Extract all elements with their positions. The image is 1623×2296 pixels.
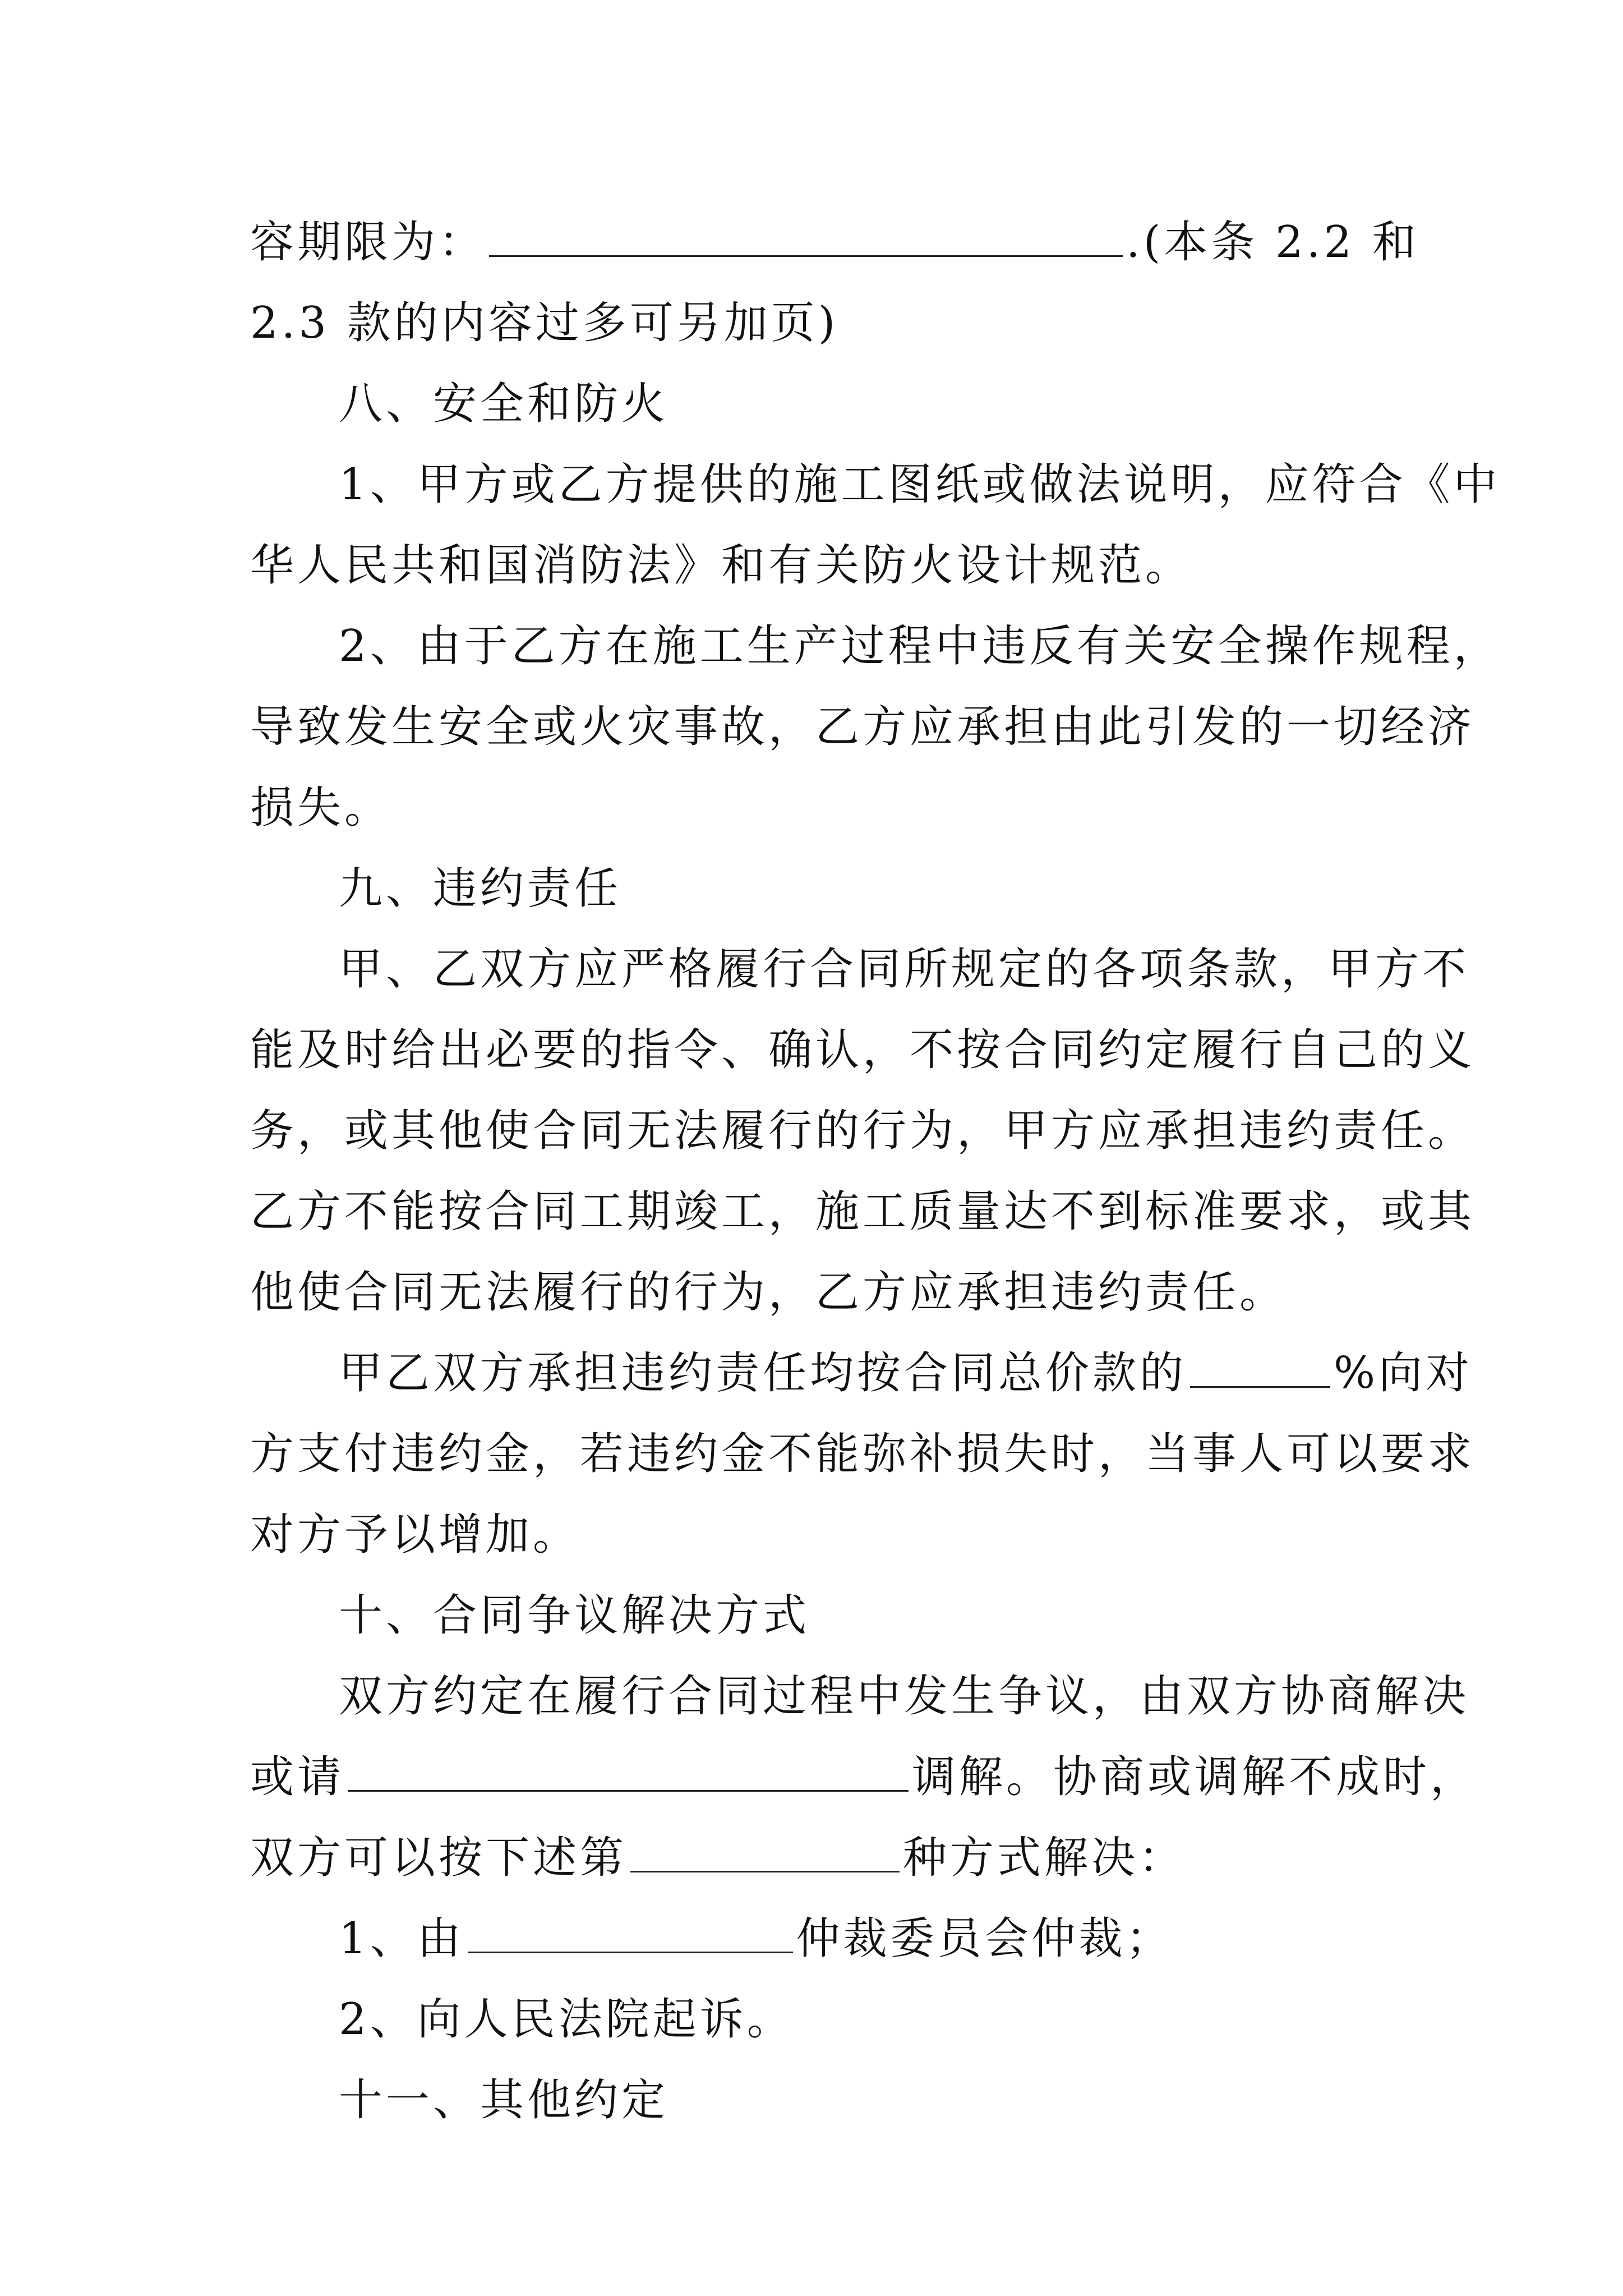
text-line bbox=[250, 767, 1391, 848]
text-line bbox=[250, 1737, 1478, 1818]
section-heading bbox=[250, 848, 1391, 929]
text-line bbox=[250, 1898, 1391, 1979]
text-segment: 导致发生安全或火灾事故，乙方应承担由此引发的一切经济 bbox=[250, 702, 1476, 752]
text-segment: 八、安全和防火 bbox=[339, 379, 669, 429]
text-segment: 2、由于乙方在施工生产过程中违反有关安全操作规程， bbox=[339, 621, 1501, 671]
text-line bbox=[250, 1414, 1476, 1494]
text-line bbox=[250, 1091, 1476, 1171]
fill-in-blank[interactable] bbox=[630, 1835, 900, 1872]
text-segment: 乙方不能按合同工期竣工，施工质量达不到标准要求，或其 bbox=[250, 1186, 1476, 1237]
text-segment: 华人民共和国消防法》和有关防火设计规范。 bbox=[250, 540, 1193, 591]
section-heading bbox=[250, 364, 1391, 444]
text-segment: 1、由 bbox=[339, 1913, 464, 1964]
text-line bbox=[250, 1333, 1473, 1414]
fill-in-blank[interactable] bbox=[1190, 1350, 1330, 1388]
text-segment: 十一、其他约定 bbox=[339, 2075, 669, 2125]
text-line bbox=[250, 1010, 1476, 1091]
text-segment: 损失。 bbox=[250, 783, 392, 833]
text-segment: 双方约定在履行合同过程中发生争议，由双方协商解决 bbox=[339, 1671, 1470, 1722]
text-line bbox=[250, 1979, 1391, 2060]
text-segment: 双方可以按下述第 bbox=[250, 1833, 628, 1883]
text-segment: 十、合同争议解决方式 bbox=[339, 1590, 810, 1641]
text-line bbox=[250, 687, 1476, 767]
text-segment: 或请 bbox=[250, 1752, 345, 1802]
text-segment: 仲裁委员会仲裁； bbox=[796, 1913, 1173, 1964]
text-segment: %向对 bbox=[1334, 1348, 1473, 1398]
fill-in-blank[interactable] bbox=[348, 1754, 909, 1792]
text-segment: 调解。协商或调解不成时， bbox=[912, 1752, 1478, 1802]
text-line bbox=[250, 202, 1419, 283]
text-line bbox=[250, 525, 1391, 606]
text-line bbox=[250, 1252, 1391, 1333]
text-line bbox=[250, 606, 1501, 687]
text-line bbox=[250, 444, 1501, 525]
text-line bbox=[250, 1656, 1470, 1737]
section-heading bbox=[250, 2060, 1391, 2141]
text-line bbox=[250, 1818, 1391, 1898]
text-line bbox=[250, 1171, 1476, 1252]
section-heading bbox=[250, 1575, 1391, 1656]
text-line bbox=[250, 283, 1391, 364]
text-segment: 方支付违约金，若违约金不能弥补损失时，当事人可以要求 bbox=[250, 1429, 1476, 1479]
text-segment: 对方予以增加。 bbox=[250, 1510, 580, 1560]
text-segment: 甲乙双方承担违约责任均按合同总价款的 bbox=[339, 1348, 1187, 1398]
text-segment: 他使合同无法履行的行为，乙方应承担违约责任。 bbox=[250, 1267, 1287, 1318]
text-line bbox=[250, 1494, 1391, 1575]
fill-in-blank[interactable] bbox=[489, 219, 1123, 257]
text-segment: 容期限为： bbox=[250, 217, 486, 268]
text-segment: 九、违约责任 bbox=[339, 863, 622, 914]
text-segment: .(本条 2.2 和 bbox=[1126, 217, 1419, 268]
fill-in-blank[interactable] bbox=[468, 1916, 793, 1953]
text-segment: 2、向人民法院起诉。 bbox=[339, 1994, 794, 2045]
document-page bbox=[250, 202, 1501, 2141]
text-segment: 2.3 款的内容过多可另加页) bbox=[250, 298, 839, 348]
text-segment: 1、甲方或乙方提供的施工图纸或做法说明，应符合《中 bbox=[339, 459, 1501, 510]
text-segment: 种方式解决： bbox=[903, 1833, 1186, 1883]
text-segment: 甲、乙双方应严格履行合同所规定的各项条款，甲方不 bbox=[339, 944, 1470, 995]
text-segment: 能及时给出必要的指令、确认，不按合同约定履行自己的义 bbox=[250, 1025, 1476, 1075]
text-segment: 务，或其他使合同无法履行的行为，甲方应承担违约责任。 bbox=[250, 1106, 1476, 1156]
text-line bbox=[250, 929, 1470, 1010]
